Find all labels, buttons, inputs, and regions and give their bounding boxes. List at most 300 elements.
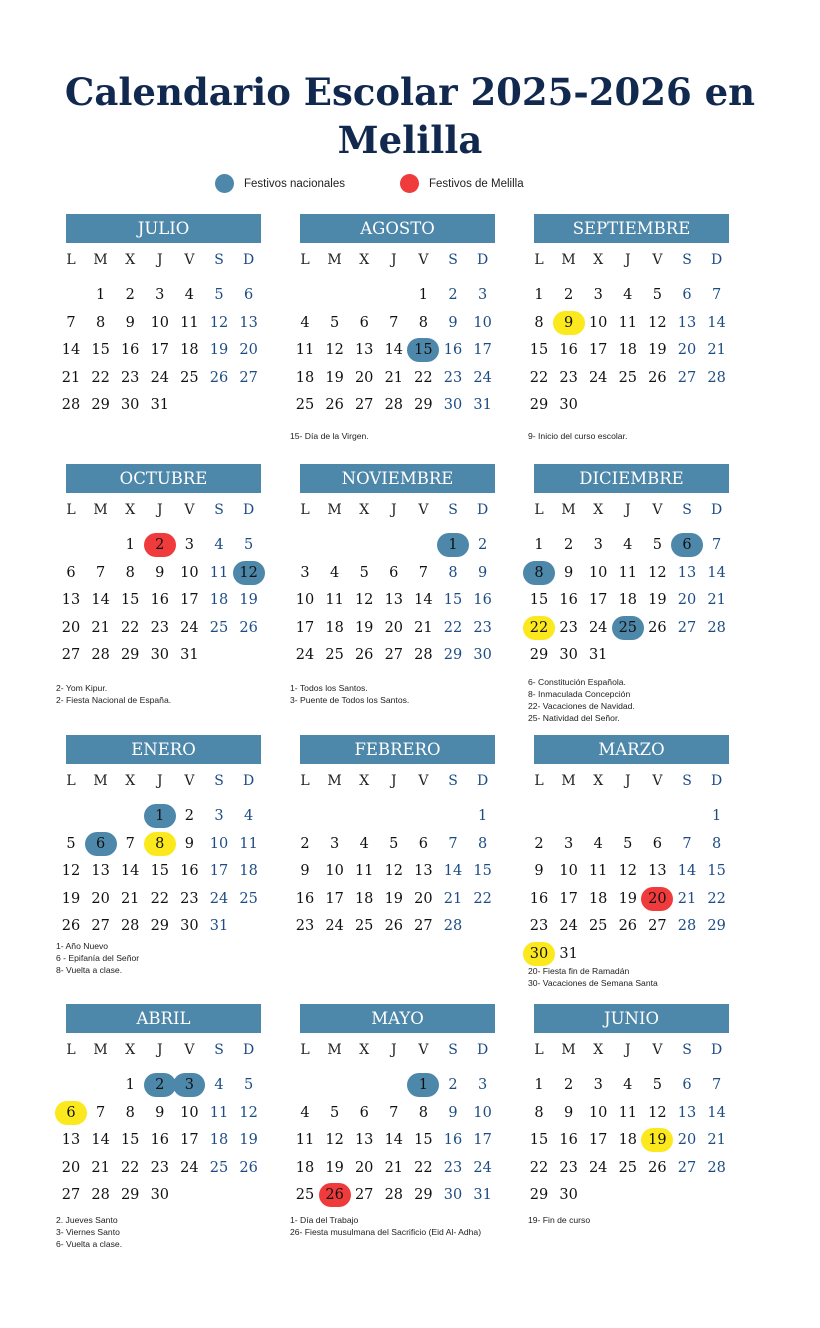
weekday-label: S [682, 773, 692, 789]
day: 24 [209, 890, 229, 907]
day-national-highlight: 1 [407, 1073, 439, 1097]
day: 26 [239, 1159, 258, 1176]
day: 29 [707, 918, 726, 934]
day: 10 [473, 314, 492, 331]
day: 20 [61, 1159, 81, 1176]
day: 12 [61, 863, 81, 879]
weekday-label: M [561, 1042, 576, 1058]
day: 2 [563, 537, 574, 553]
weekday-label: V [184, 773, 195, 789]
weekday-label: D [476, 1042, 489, 1058]
day: 31 [473, 1187, 492, 1203]
day: 3 [300, 564, 310, 581]
weekday-row [298, 502, 498, 524]
day: 29 [120, 647, 140, 663]
day: 12 [325, 342, 344, 358]
day: 12 [325, 1132, 344, 1148]
weekday-label: J [624, 773, 631, 789]
day: 8 [534, 1104, 544, 1121]
day: 15 [529, 342, 549, 358]
day: 19 [354, 619, 374, 636]
day: 16 [559, 342, 578, 358]
day-national-highlight: 2 [144, 1073, 176, 1097]
day: 10 [180, 1104, 199, 1121]
day: 9 [477, 564, 488, 581]
day: 30 [473, 647, 492, 663]
day: 11 [239, 835, 258, 852]
weekday-label: M [93, 1042, 108, 1058]
day: 30 [559, 647, 578, 663]
day: 18 [618, 1132, 638, 1148]
weekday-label: L [534, 773, 544, 789]
month-notes [528, 430, 768, 442]
month-febrero [295, 735, 498, 934]
day: 30 [150, 1187, 170, 1203]
weekday-label: M [327, 1042, 342, 1058]
day: 14 [677, 863, 697, 879]
day: 14 [707, 314, 726, 331]
day: 13 [648, 863, 667, 879]
weekday-label: J [156, 773, 163, 789]
day: 20 [414, 890, 433, 907]
weekday-label: J [624, 252, 631, 268]
weekday-label: J [624, 502, 631, 518]
legend-label: Festivos de Melilla [429, 177, 524, 190]
weekday-label: M [561, 502, 576, 518]
note-item: 8- Inmaculada Concepción [528, 689, 631, 699]
day: 13 [354, 342, 374, 358]
day: 27 [677, 369, 697, 386]
weekday-label: X [359, 502, 370, 518]
day: 10 [209, 835, 229, 852]
day: 23 [473, 619, 492, 636]
weekday-label: L [66, 1042, 76, 1058]
day: 22 [120, 619, 140, 636]
day: 25 [618, 1159, 638, 1176]
note-item: 2. Jueves Santo [56, 1215, 118, 1225]
day: 10 [588, 314, 608, 331]
weekday-row [532, 252, 732, 274]
day: 25 [325, 647, 344, 663]
day: 24 [180, 1159, 199, 1176]
weekday-row [298, 1042, 498, 1064]
day: 11 [180, 314, 199, 331]
month-octubre [61, 464, 264, 663]
day: 16 [180, 863, 199, 879]
month-noviembre [295, 464, 498, 663]
day: 5 [243, 537, 254, 553]
day: 9 [448, 1104, 458, 1121]
day: 30 [559, 397, 578, 413]
weekday-label: D [242, 502, 255, 518]
weekday-label: L [300, 773, 310, 789]
day: 4 [243, 808, 254, 824]
day: 8 [418, 314, 428, 331]
month-header: AGOSTO [300, 214, 495, 243]
month-header: DICIEMBRE [534, 464, 729, 493]
day: 18 [354, 890, 374, 907]
day: 6 [359, 314, 369, 331]
day: 27 [384, 647, 404, 663]
day: 15 [120, 592, 140, 608]
day: 7 [389, 314, 399, 331]
weekday-label: D [710, 773, 723, 789]
day: 20 [677, 342, 697, 358]
day: 1 [125, 1077, 135, 1093]
day: 9 [125, 314, 135, 331]
day: 2 [563, 1077, 574, 1093]
month-marzo [529, 735, 732, 962]
weekday-label: D [242, 252, 255, 268]
weekday-label: D [710, 1042, 723, 1058]
day: 14 [91, 1132, 110, 1148]
weekday-label: L [300, 502, 310, 518]
day: 17 [180, 592, 199, 608]
day: 19 [239, 592, 258, 608]
weekday-label: M [327, 252, 342, 268]
day: 17 [325, 890, 344, 907]
day: 14 [414, 592, 433, 608]
day: 28 [677, 918, 697, 934]
day: 3 [184, 537, 194, 553]
day: 17 [473, 342, 492, 358]
day: 13 [354, 1132, 374, 1148]
weekday-row [64, 1042, 264, 1064]
day: 4 [184, 287, 194, 303]
weekday-label: X [359, 773, 370, 789]
day: 5 [652, 1077, 662, 1093]
weekday-row [532, 773, 732, 795]
day: 10 [559, 863, 578, 879]
month-notes [290, 1214, 530, 1238]
day: 9 [563, 564, 574, 581]
day: 13 [61, 592, 81, 608]
day: 12 [648, 564, 667, 581]
day: 4 [214, 537, 224, 553]
day: 3 [214, 808, 224, 824]
weekday-label: M [561, 252, 576, 268]
weekday-label: X [593, 1042, 604, 1058]
day: 28 [61, 397, 81, 413]
day: 12 [618, 863, 638, 879]
day: 15 [529, 592, 549, 608]
day: 15 [473, 863, 492, 879]
weekday-label: V [418, 252, 429, 268]
weekday-label: X [125, 252, 136, 268]
day: 30 [120, 397, 140, 413]
day: 28 [707, 619, 726, 636]
day: 8 [534, 314, 544, 331]
weekday-label: D [476, 773, 489, 789]
day: 25 [180, 369, 199, 386]
day: 21 [677, 890, 697, 907]
day: 21 [91, 619, 110, 636]
day: 23 [559, 369, 578, 386]
day: 11 [618, 314, 638, 331]
day: 4 [300, 314, 310, 331]
day-national-highlight: 12 [233, 561, 265, 585]
day: 14 [120, 863, 140, 879]
day-school-highlight: 30 [523, 942, 555, 966]
day: 19 [648, 342, 667, 358]
day: 25 [209, 1159, 229, 1176]
day-school-highlight: 9 [553, 311, 585, 335]
day: 18 [588, 890, 608, 907]
day: 4 [214, 1077, 224, 1093]
day: 22 [529, 369, 549, 386]
weekday-label: V [652, 502, 663, 518]
day: 24 [473, 369, 492, 386]
day: 16 [443, 342, 463, 358]
day: 26 [354, 647, 374, 663]
day: 7 [95, 564, 106, 581]
weekday-label: S [214, 502, 224, 518]
weekday-label: L [534, 252, 544, 268]
day-national-highlight: 8 [523, 561, 555, 585]
weekday-label: M [93, 502, 108, 518]
month-header: OCTUBRE [66, 464, 261, 493]
day: 3 [329, 835, 340, 852]
weekday-row [64, 773, 264, 795]
day: 6 [389, 564, 399, 581]
day: 4 [329, 564, 340, 581]
day: 17 [588, 342, 608, 358]
day: 22 [414, 1159, 433, 1176]
day: 10 [588, 564, 608, 581]
note-item: 2- Fiesta Nacional de España. [56, 695, 172, 705]
day: 25 [239, 890, 258, 907]
day: 26 [648, 1159, 667, 1176]
day: 21 [120, 890, 140, 907]
weekday-label: V [652, 773, 663, 789]
weekday-label: J [156, 1042, 163, 1058]
day: 17 [559, 890, 578, 907]
day: 8 [448, 564, 458, 581]
day: 13 [414, 863, 433, 879]
weekday-label: S [448, 1042, 458, 1058]
weekday-row [532, 502, 732, 524]
weekday-label: V [418, 1042, 429, 1058]
weekday-label: D [710, 252, 723, 268]
weekday-label: L [534, 1042, 544, 1058]
day: 4 [359, 835, 369, 852]
day: 14 [91, 592, 110, 608]
day: 7 [66, 314, 76, 331]
day: 4 [623, 287, 633, 303]
note-item: 3- Viernes Santo [56, 1227, 120, 1237]
day: 28 [120, 918, 140, 934]
month-julio [61, 214, 264, 413]
note-item: 9- Inicio del curso escolar. [528, 431, 628, 441]
day: 16 [295, 890, 315, 907]
note-item: 26- Fiesta musulmana del Sacrificio (Eid Al- Adha) [290, 1227, 482, 1237]
day: 2 [563, 287, 574, 303]
month-header: JUNIO [534, 1004, 729, 1033]
day: 26 [618, 918, 638, 934]
day: 13 [91, 863, 110, 879]
weekday-label: J [624, 1042, 631, 1058]
day: 27 [91, 918, 110, 934]
day-school-highlight: 8 [144, 832, 176, 856]
day: 21 [61, 369, 81, 386]
month-header: MARZO [534, 735, 729, 764]
day: 17 [180, 1132, 199, 1148]
weekday-label: L [300, 252, 310, 268]
day: 13 [239, 314, 258, 331]
day: 7 [682, 835, 692, 852]
month-header: FEBRERO [300, 735, 495, 764]
weekday-label: S [448, 773, 458, 789]
day: 27 [61, 1187, 81, 1203]
day: 2 [448, 287, 458, 303]
day: 17 [150, 342, 170, 358]
day: 13 [677, 314, 697, 331]
day: 11 [618, 564, 638, 581]
day: 28 [707, 369, 726, 386]
day: 29 [443, 647, 463, 663]
weekday-label: L [300, 1042, 310, 1058]
day: 28 [443, 918, 463, 934]
day: 29 [120, 1187, 140, 1203]
day: 13 [61, 1132, 81, 1148]
day: 15 [150, 863, 170, 879]
day: 27 [677, 619, 697, 636]
day: 26 [209, 369, 229, 386]
month-header: ENERO [66, 735, 261, 764]
day: 3 [593, 287, 603, 303]
day: 26 [384, 918, 404, 934]
day: 18 [618, 342, 638, 358]
note-item: 2- Yom Kipur. [56, 683, 108, 693]
day: 28 [384, 1187, 404, 1203]
day: 30 [150, 647, 170, 663]
day: 12 [648, 1104, 667, 1121]
day: 2 [300, 835, 310, 852]
weekday-label: S [448, 252, 458, 268]
weekday-label: X [125, 773, 136, 789]
month-notes [290, 430, 530, 442]
weekday-label: L [66, 773, 76, 789]
day-school-highlight: 19 [641, 1128, 673, 1152]
day: 7 [125, 835, 135, 852]
month-header: JULIO [66, 214, 261, 243]
day: 13 [677, 1104, 697, 1121]
day: 1 [95, 287, 106, 303]
weekday-label: V [184, 252, 195, 268]
month-header: ABRIL [66, 1004, 261, 1033]
day: 22 [443, 619, 463, 636]
day: 10 [473, 1104, 492, 1121]
day: 19 [384, 890, 404, 907]
day: 1 [534, 537, 544, 553]
day-national-highlight: 25 [612, 616, 644, 640]
day-melilla-highlight: 2 [144, 533, 176, 557]
day: 8 [125, 564, 135, 581]
month-notes [528, 965, 768, 989]
day: 5 [243, 1077, 254, 1093]
day: 23 [559, 1159, 578, 1176]
day: 25 [588, 918, 608, 934]
day: 2 [184, 808, 194, 824]
day: 9 [448, 314, 458, 331]
weekday-label: L [534, 502, 544, 518]
day: 5 [359, 564, 369, 581]
day: 11 [354, 863, 374, 879]
day: 9 [155, 1104, 165, 1121]
month-notes [56, 682, 296, 706]
weekday-label: D [242, 1042, 255, 1058]
day: 15 [120, 1132, 140, 1148]
day-melilla-highlight: 26 [319, 1183, 351, 1207]
day: 23 [559, 619, 578, 636]
day: 18 [209, 592, 229, 608]
day: 5 [66, 835, 76, 852]
day: 28 [384, 397, 404, 413]
day: 18 [295, 369, 315, 386]
day: 30 [443, 397, 463, 413]
month-header: MAYO [300, 1004, 495, 1033]
day: 19 [618, 890, 638, 907]
day: 7 [95, 1104, 106, 1121]
note-item: 30- Vacaciones de Semana Santa [528, 978, 658, 988]
day: 2 [534, 835, 544, 852]
day: 5 [652, 537, 662, 553]
day: 6 [418, 835, 428, 852]
note-item: 25- Natividad del Señor. [528, 713, 620, 723]
day: 23 [443, 369, 463, 386]
day: 20 [239, 342, 258, 358]
day: 6 [652, 835, 662, 852]
weekday-label: J [390, 773, 397, 789]
day-national-highlight: 6 [85, 832, 117, 856]
day: 19 [239, 1132, 258, 1148]
day: 6 [66, 564, 76, 581]
weekday-label: M [93, 252, 108, 268]
legend-label: Festivos nacionales [244, 177, 345, 190]
day: 3 [593, 1077, 603, 1093]
day: 10 [180, 564, 199, 581]
weekday-label: X [125, 1042, 136, 1058]
day: 29 [529, 1187, 549, 1203]
legend-melilla [400, 174, 524, 193]
day: 18 [239, 863, 258, 879]
day: 31 [209, 918, 229, 934]
day: 24 [295, 647, 315, 663]
day: 22 [473, 890, 492, 907]
day: 15 [707, 863, 726, 879]
day: 29 [150, 918, 170, 934]
day: 27 [239, 369, 258, 386]
day: 3 [477, 1077, 488, 1093]
day: 21 [384, 1159, 404, 1176]
day: 11 [295, 342, 315, 358]
day: 16 [120, 342, 140, 358]
weekday-row [298, 252, 498, 274]
day: 30 [443, 1187, 463, 1203]
day: 2 [448, 1077, 458, 1093]
day: 12 [239, 1104, 258, 1121]
day: 14 [384, 1132, 404, 1148]
weekday-label: S [214, 252, 224, 268]
day: 7 [711, 537, 722, 553]
day: 9 [563, 1104, 574, 1121]
weekday-label: X [593, 773, 604, 789]
day: 24 [473, 1159, 492, 1176]
day: 22 [707, 890, 726, 907]
day: 9 [534, 863, 544, 879]
day: 5 [652, 287, 662, 303]
month-abril [61, 1004, 264, 1203]
